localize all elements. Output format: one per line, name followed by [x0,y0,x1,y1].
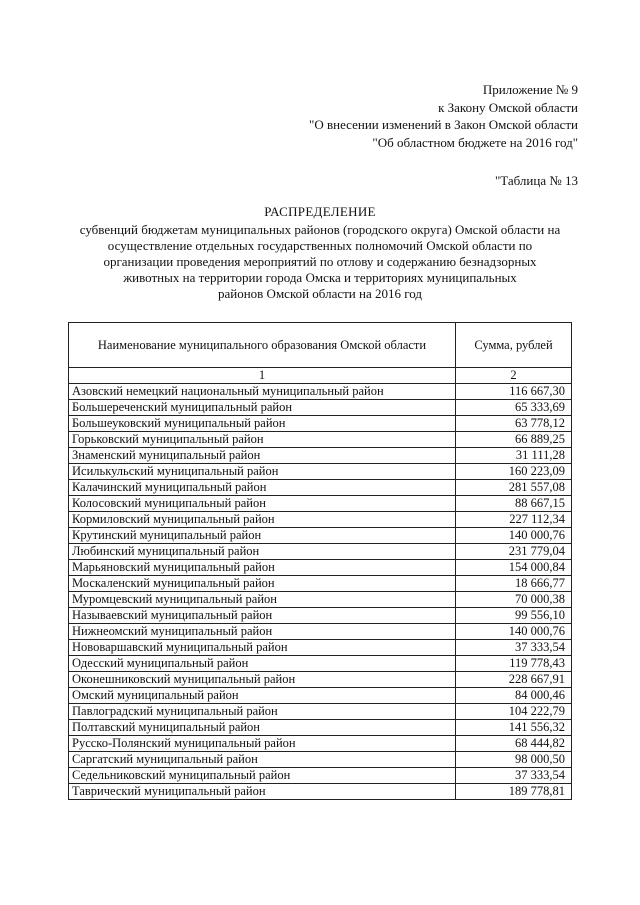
table-row [69,640,572,656]
subvention-amount: 160 223,09 [456,464,572,480]
table-row [69,480,572,496]
table-row [69,528,572,544]
district-name: Москаленский муниципальный район [69,576,456,592]
district-name: Крутинский муниципальный район [69,528,456,544]
subtitle-line: осуществление отдельных государственных полномочий Омской области по [107,238,533,253]
table-row [69,736,572,752]
table-row [69,416,572,432]
table-body [69,368,572,800]
subvention-amount: 66 889,25 [456,432,572,448]
district-name: Называевский муниципальный район [69,608,456,624]
column-number: 1 [69,368,456,384]
subvention-amount: 88 667,15 [456,496,572,512]
table-row [69,400,572,416]
subvention-amount: 68 444,82 [456,736,572,752]
document-title: РАСПРЕДЕЛЕНИЕ [264,204,376,219]
district-name: Любинский муниципальный район [69,544,456,560]
district-name: Седельниковский муниципальный район [69,768,456,784]
table-row [69,720,572,736]
district-name: Одесский муниципальный район [69,656,456,672]
table-row [69,768,572,784]
subvention-amount: 116 667,30 [456,384,572,400]
subvention-amount: 141 556,32 [456,720,572,736]
subvention-amount: 37 333,54 [456,640,572,656]
table-reference: "Таблица № 13 [494,173,578,188]
district-name: Русско-Полянский муниципальный район [69,736,456,752]
table-row [69,608,572,624]
table-row [69,448,572,464]
appendix-line: Приложение № 9 [482,82,578,97]
district-name: Павлоградский муниципальный район [69,704,456,720]
district-name: Колосовский муниципальный район [69,496,456,512]
district-name: Нижнеомский муниципальный район [69,624,456,640]
district-name: Муромцевский муниципальный район [69,592,456,608]
subvention-amount: 231 779,04 [456,544,572,560]
table-row [69,752,572,768]
table-row [69,592,572,608]
subtitle-line: субвенций бюджетам муниципальных районов (городского округа) Омской области на [79,222,561,237]
column-header-amount: Сумма, рублей [456,323,572,368]
district-name: Кормиловский муниципальный район [69,512,456,528]
distribution-table [68,322,572,800]
district-name: Знаменский муниципальный район [69,448,456,464]
table-row [69,624,572,640]
district-name: Оконешниковский муниципальный район [69,672,456,688]
subvention-amount: 18 666,77 [456,576,572,592]
district-name: Исилькульский муниципальный район [69,464,456,480]
district-name: Таврический муниципальный район [69,784,456,800]
table-row [69,544,572,560]
district-name: Азовский немецкий национальный муниципальный район [69,384,456,400]
subvention-amount: 104 222,79 [456,704,572,720]
column-number-row [69,368,572,384]
appendix-block [309,81,578,151]
table-header-row [69,323,572,368]
subvention-amount: 37 333,54 [456,768,572,784]
subvention-amount: 140 000,76 [456,624,572,640]
table-row [69,576,572,592]
table-row [69,656,572,672]
table-row [69,560,572,576]
subvention-amount: 84 000,46 [456,688,572,704]
subvention-amount: 70 000,38 [456,592,572,608]
subtitle-line: животных на территории города Омска и территориях муниципальных [123,270,517,285]
appendix-line: "О внесении изменений в Закон Омской области [309,117,578,132]
column-number: 2 [456,368,572,384]
column-header-name: Наименование муниципального образования Омской области [69,323,456,368]
table-row [69,432,572,448]
subvention-amount: 154 000,84 [456,560,572,576]
subvention-amount: 140 000,76 [456,528,572,544]
table-row [69,384,572,400]
subvention-amount: 63 778,12 [456,416,572,432]
subtitle-line: организации проведения мероприятий по отлову и содержанию безнадзорных [103,254,537,269]
table-row [69,784,572,800]
table-row [69,464,572,480]
table-row [69,704,572,720]
district-name: Саргатский муниципальный район [69,752,456,768]
document-subtitle [60,222,580,302]
appendix-line: к Закону Омской области [438,99,578,115]
subvention-amount: 99 556,10 [456,608,572,624]
table-row [69,688,572,704]
appendix-line: "Об областном бюджете на 2016 год" [372,134,578,150]
district-name: Калачинский муниципальный район [69,480,456,496]
district-name: Горьковский муниципальный район [69,432,456,448]
district-name: Нововаршавский муниципальный район [69,640,456,656]
district-name: Большереченский муниципальный район [69,400,456,416]
subvention-amount: 31 111,28 [456,448,572,464]
district-name: Большеуковский муниципальный район [69,416,456,432]
district-name: Омский муниципальный район [69,688,456,704]
subtitle-line: районов Омской области на 2016 год [217,286,422,301]
subvention-amount: 98 000,50 [456,752,572,768]
district-name: Полтавский муниципальный район [69,720,456,736]
table-row [69,672,572,688]
table-row [69,496,572,512]
subvention-amount: 227 112,34 [456,512,572,528]
table-row [69,512,572,528]
subvention-amount: 228 667,91 [456,672,572,688]
subvention-amount: 119 778,43 [456,656,572,672]
subvention-amount: 65 333,69 [456,400,572,416]
subvention-amount: 281 557,08 [456,480,572,496]
subvention-amount: 189 778,81 [456,784,572,800]
district-name: Марьяновский муниципальный район [69,560,456,576]
